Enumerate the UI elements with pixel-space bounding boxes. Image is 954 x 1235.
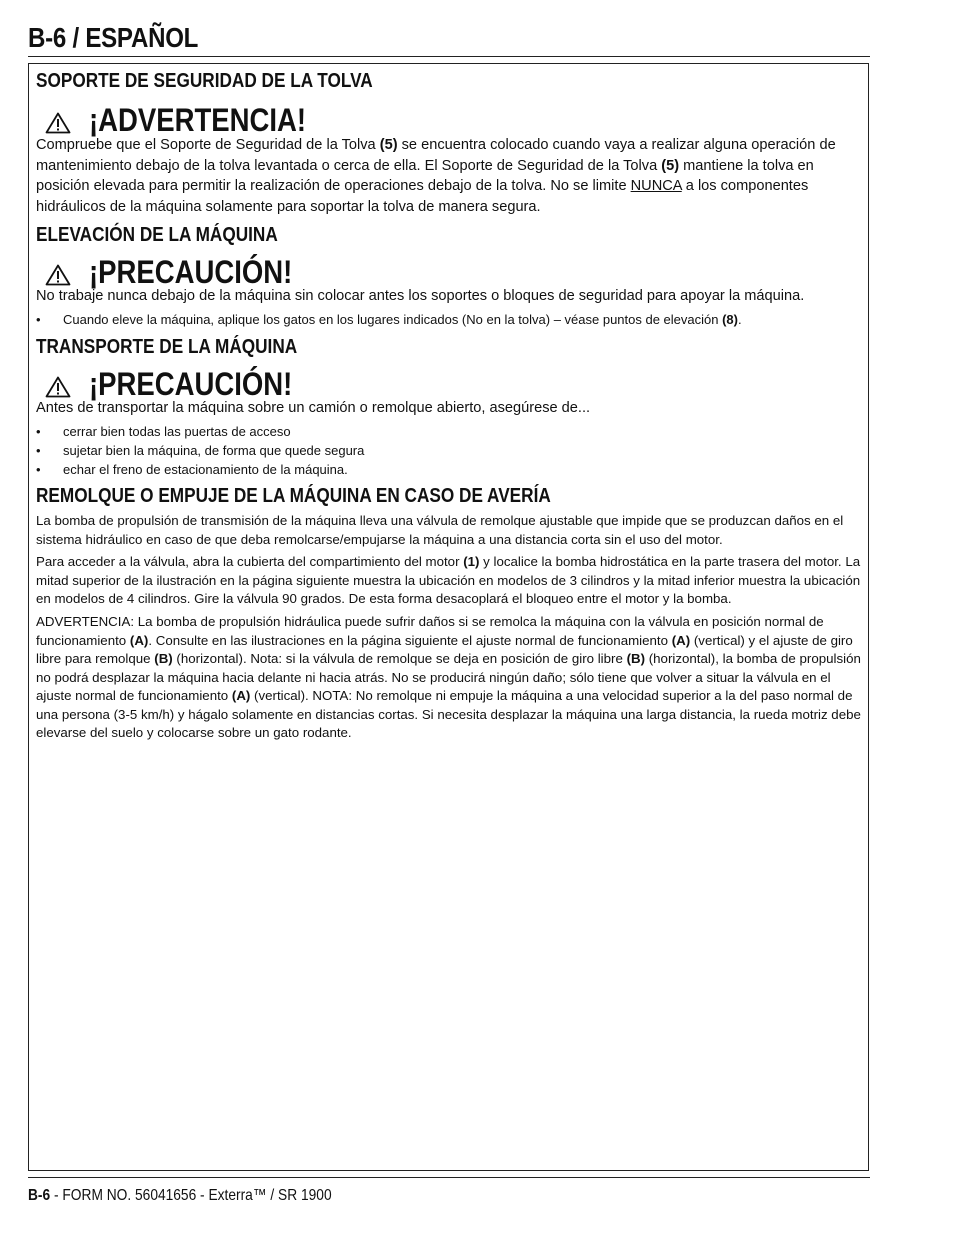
warning-triangle-icon bbox=[45, 376, 71, 398]
caution-title: ¡PRECAUCIÓN! bbox=[89, 254, 293, 290]
warning-triangle-icon bbox=[45, 264, 71, 286]
section-title-towing: REMOLQUE O EMPUJE DE LA MÁQUINA EN CASO DE AVERÍA bbox=[36, 485, 551, 507]
transport-intro: Antes de transportar la máquina sobre un camión o remolque abierto, asegúrese de... bbox=[36, 400, 591, 416]
section-title-transport: TRANSPORTE DE LA MÁQUINA bbox=[36, 336, 298, 358]
list-item: • sujetar bien la máquina, de forma que quede segura bbox=[36, 441, 364, 460]
list-item: • cerrar bien todas las puertas de acceso bbox=[36, 422, 364, 441]
footer-form-text: - FORM NO. 56041656 - Exterra™ / SR 1900 bbox=[50, 1187, 332, 1204]
header-rule bbox=[28, 56, 870, 57]
warning-title: ¡ADVERTENCIA! bbox=[89, 102, 307, 138]
caution-title: ¡PRECAUCIÓN! bbox=[89, 366, 293, 402]
content-box bbox=[28, 63, 869, 1171]
hopper-support-text: Compruebe que el Soporte de Seguridad de la Tolva (5) se encuentra colocado cuando vaya a realizar alguna operación de mantenimiento debajo de la tolva levantada o cerca de ella. El Soporte de Seguridad de la Tolva (5) mantiene la tolva en posición elevada para permitir la realización de operaciones debajo de la tolva. No se limite NUNCA a los componentes hidráulicos de la máquina solamente para soportar la tolva de manera segura. bbox=[36, 137, 836, 215]
page-header-text: B-6 / ESPAÑOL bbox=[28, 22, 199, 53]
lifting-bullet-list bbox=[36, 310, 742, 329]
list-item: • echar el freno de estacionamiento de la máquina. bbox=[36, 460, 364, 479]
section-title-hopper-support: SOPORTE DE SEGURIDAD DE LA TOLVA bbox=[36, 70, 373, 92]
page-footer bbox=[28, 1187, 381, 1205]
list-item: • Cuando eleve la máquina, aplique los gatos en los lugares indicados (No en la tolva) – véase puntos de elevación (8). bbox=[36, 310, 742, 329]
section-title-lifting: ELEVACIÓN DE LA MÁQUINA bbox=[36, 224, 278, 246]
towing-paragraph-1: La bomba de propulsión de transmisión de la máquina lleva una válvula de remolque ajustable que impide que se produzcan daños en el sistema hidráulico en caso de que deba remolcarse/empujarse la máquina a una distancia corta sin el uso del motor. bbox=[36, 513, 844, 547]
footer-page-number: B-6 bbox=[28, 1187, 51, 1204]
transport-bullet-list bbox=[36, 422, 364, 479]
warning-triangle-icon bbox=[45, 112, 71, 134]
towing-paragraph-3: ADVERTENCIA: La bomba de propulsión hidráulica puede sufrir daños si se remolca la máquina con la válvula en posición normal de funcionamiento (A). Consulte en las ilustraciones en la página siguiente el ajuste normal de funcionamiento (A) (vertical) y el ajuste de giro libre para remolque (B) (horizontal). Nota: si la válvula de remolque se deja en posición de giro libre (B) (horizontal), la bomba de propulsión no podrá desplazar la máquina hacia delante ni hacia atrás. No se producirá ningún daño; sólo tiene que volver a situar la válvula en el ajuste normal de funcionamiento (A) (vertical). NOTA: No remolque ni empuje la máquina a una velocidad superior a la del paso normal de una persona (3-5 km/h) y hágalo solamente en distancias cortas. Si necesita desplazar la máquina una larga distancia, la rueda motriz debe elevarse del suelo y colocarse sobre un gato rodante. bbox=[36, 614, 861, 740]
footer-rule bbox=[28, 1177, 870, 1178]
towing-paragraph-2: Para acceder a la válvula, abra la cubierta del compartimiento del motor (1) y localice la bomba hidrostática en la parte trasera del motor. La mitad superior de la ilustración en la página siguiente muestra la ubicación en modelos de 3 cilindros y la mitad inferior muestra la ubicación en modelos de 4 cilindros. Gire la válvula 90 grados. De esta forma desacoplará el bloqueo entre el motor y la bomba. bbox=[36, 554, 861, 606]
lifting-text: No trabaje nunca debajo de la máquina sin colocar antes los soportes o bloques de seguridad para apoyar la máquina. bbox=[36, 288, 805, 304]
page-header bbox=[28, 22, 226, 54]
